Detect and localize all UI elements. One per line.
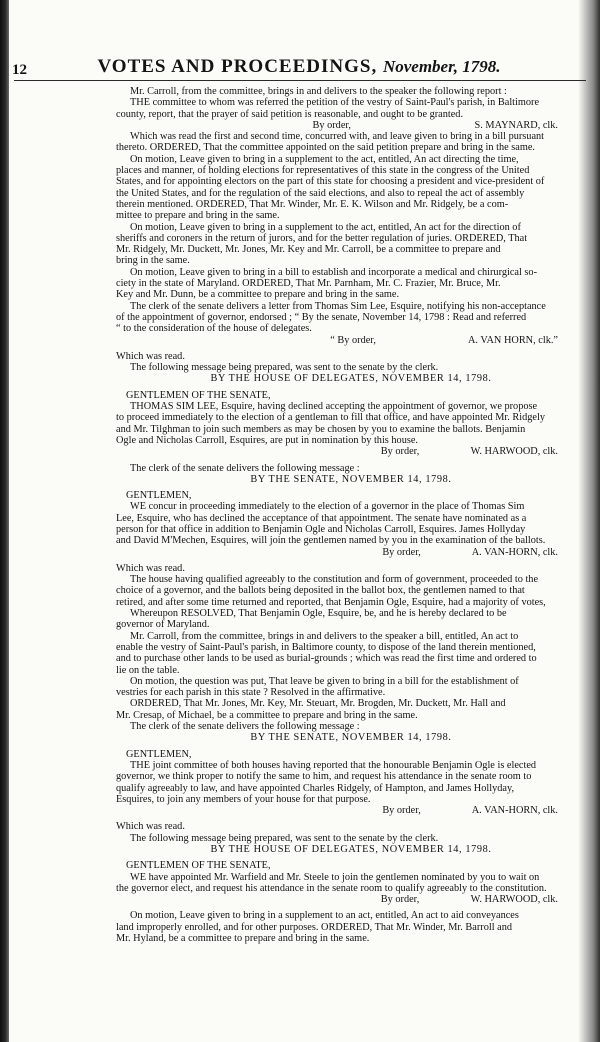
- text-line: sheriffs and coroners in the return of jurors, and for the better regulation of juries. ORDERED, That: [116, 232, 528, 244]
- text-line: the United States, and for the regulation of the said elections, and also to repeal the act of assembly: [116, 187, 525, 199]
- message-heading: BY THE HOUSE OF DELEGATES, NOVEMBER 14, 1798.: [210, 844, 492, 855]
- signature-line: By order, A. VAN-HORN, clk.: [382, 805, 558, 817]
- signature-line: By order, A. VAN-HORN, clk.: [382, 546, 558, 558]
- text-line: On motion, Leave given to bring in a supplement to an act, entitled, An act to aid conveyances: [130, 910, 519, 922]
- header-rule: [14, 80, 586, 81]
- text-line: THOMAS SIM LEE, Esquire, having declined accepting the appointment of governor, we propose: [130, 401, 538, 413]
- text-line: Esquires, to join any members of your house for that purpose.: [116, 793, 371, 805]
- text-line: retired, and after some time returned and reported, that Benjamin Ogle, Esquire, had a majority of votes,: [116, 596, 546, 608]
- text-line: THE committee to whom was referred the petition of the vestry of Saint-Paul's parish, in Baltimore: [130, 97, 540, 109]
- text-line: thereto. ORDERED, That the committee appointed on the said petition prepare and bring in the same.: [116, 142, 536, 154]
- text-line: therein mentioned. ORDERED, That Mr. Winder, Mr. E. K. Wilson and Mr. Ridgely, be a com-: [116, 198, 509, 210]
- text-line: vestries for each parish in this state ? Resolved in the affirmative.: [116, 687, 386, 699]
- text-line: places and manner, of holding elections for representatives of this state in the congress of the United: [116, 165, 530, 177]
- text-line: The following message being prepared, was sent to the senate by the clerk.: [130, 832, 439, 844]
- text-line: mittee to prepare and bring in the same.: [116, 210, 280, 222]
- text-line: choice of a governor, and the ballots being deposited in the ballot box, the gentlemen named to that: [116, 585, 525, 597]
- text-line: Mr. Carroll, from the committee, brings in and delivers to the speaker the following report :: [130, 86, 507, 97]
- text-line: The house having qualified agreeably to the constitution and form of government, proceeded to the: [130, 574, 539, 586]
- text-line: Mr. Carroll, from the committee, brings in and delivers to the speaker a bill, entitled, An act to: [130, 630, 519, 642]
- text-line: WE concur in proceeding immediately to the election of a governor in the place of Thomas Sim: [130, 501, 525, 513]
- text-line: governor, we think proper to notify the same to him, and request his attendance in the senate room to: [116, 771, 532, 783]
- signature-line: By order, W. HARWOOD, clk.: [380, 894, 558, 906]
- message-heading: BY THE SENATE, NOVEMBER 14, 1798.: [250, 473, 452, 485]
- text-line: governor of Maryland.: [116, 619, 210, 631]
- text-line: On motion, Leave given to bring in a supplement to the act, entitled, An act for the direction of: [130, 221, 521, 233]
- text-line: States, and for appointing electors on the part of this state for choosing a president and vice-president of: [116, 176, 545, 188]
- scan-binding-edge: [0, 0, 9, 1042]
- page-header: [12, 56, 586, 80]
- text-line: WE have appointed Mr. Warfield and Mr. Steele to join the gentlemen nominated by you to wait on: [130, 871, 540, 883]
- text-line: Which was read.: [116, 821, 185, 833]
- text-line: qualify agreeably to law, and have appointed Charles Ridgely, of Hampton, and James Hollyday,: [116, 782, 515, 794]
- text-line: THE joint committee of both houses having reported that the honourable Benjamin Ogle is elected: [130, 759, 537, 771]
- text-line: person for that office in addition to Benjamin Ogle and Nicholas Carroll, Esquires. James Hollyday: [116, 523, 526, 535]
- text-line: county, report, that the prayer of said petition is reasonable, and ought to be granted.: [116, 108, 464, 120]
- salutation: GENTLEMEN,: [126, 748, 192, 760]
- message-heading: BY THE SENATE, NOVEMBER 14, 1798.: [250, 732, 452, 744]
- text-line: and Mr. Tilghman to join such members as may be chosen by you to examine the ballots. Benjamin: [116, 423, 526, 435]
- salutation: GENTLEMEN OF THE SENATE,: [126, 860, 271, 872]
- text-line: enable the vestry of Saint-Paul's parish, in Baltimore county, to dispose of the land therein mentioned,: [116, 641, 536, 653]
- salutation: GENTLEMEN OF THE SENATE,: [126, 389, 271, 401]
- text-line: Ogle and Nicholas Carroll, Esquires, are put in nomination by this house.: [116, 434, 418, 446]
- message-heading: BY THE HOUSE OF DELEGATES, NOVEMBER 14, 1798.: [210, 373, 492, 385]
- text-line: Mr. Hyland, be a committee to prepare and bring in the same.: [116, 933, 370, 945]
- text-line: lie on the table.: [116, 664, 180, 676]
- text-line: On motion, Leave given to bring in a supplement to the act, entitled, An act directing the time,: [130, 153, 519, 165]
- text-line: The clerk of the senate delivers the following message :: [130, 462, 360, 474]
- text-line: of the appointment of governor, endorsed ; “ By the senate, November 14, 1798 : Read and referred: [116, 311, 527, 323]
- text-line: and David M'Mechen, Esquires, will join the gentlemen named by you in the examination of the ballots.: [116, 535, 546, 547]
- text-line: On motion, the question was put, That leave be given to bring in a bill for the establishment of: [130, 675, 519, 687]
- text-line: ORDERED, That Mr. Jones, Mr. Key, Mr. Steuart, Mr. Brogden, Mr. Duckett, Mr. Hall and: [130, 698, 506, 710]
- text-line: Mr. Cresap, of Michael, be a committee to prepare and bring in the same.: [116, 709, 418, 721]
- signature-line: “ By order, A. VAN HORN, clk.”: [330, 334, 558, 346]
- salutation: GENTLEMEN,: [126, 490, 192, 502]
- text-line: Which was read.: [116, 562, 185, 574]
- text-line: “ to the consideration of the house of delegates.: [116, 323, 312, 335]
- text-line: Key and Mr. Dunn, be a committee to prepare and bring in the same.: [116, 289, 400, 301]
- text-line: and to purchase other lands to be used as burial-grounds ; which was read the first time and ordered to: [116, 653, 537, 665]
- running-head-title: VOTES AND PROCEEDINGS,: [97, 56, 378, 77]
- text-line: ciety in the state of Maryland. ORDERED, That Mr. Parnham, Mr. C. Frazier, Mr. Bruce, Mr.: [116, 278, 501, 290]
- text-line: Lee, Esquire, who has declined the acceptance of that appointment. The senate have nominated as a: [116, 512, 527, 524]
- text-line: bring in the same.: [116, 255, 190, 267]
- running-head: [12, 56, 586, 78]
- running-head-date: November, 1798.: [382, 57, 501, 76]
- text-line: The following message being prepared, was sent to the senate by the clerk.: [130, 362, 439, 374]
- text-line: Mr. Ridgely, Mr. Duckett, Mr. Jones, Mr. Key and Mr. Carroll, be a committee to prepare and: [116, 244, 501, 256]
- body-text: [116, 86, 586, 944]
- text-line: The clerk of the senate delivers a letter from Thomas Sim Lee, Esquire, notifying his non-acceptance: [130, 300, 546, 312]
- text-line: land improperly enrolled, and for other purposes. ORDERED, That Mr. Winder, Mr. Barroll and: [116, 921, 513, 933]
- signature-line: By order, S. MAYNARD, clk.: [312, 119, 558, 131]
- text-line: On motion, Leave given to bring in a bill to establish and incorporate a medical and chirurgical so-: [130, 266, 537, 278]
- text-line: to proceed immediately to the election of a gentleman to fill that office, and have appointed Mr. Ridgely: [116, 412, 545, 424]
- page-number: 12: [12, 62, 27, 78]
- text-line: Whereupon RESOLVED, That Benjamin Ogle, Esquire, be, and he is hereby declared to be: [130, 608, 507, 620]
- text-line: Which was read.: [116, 350, 185, 362]
- text-line: Which was read the first and second time, concurred with, and leave given to bring in a bill pursuant: [130, 131, 545, 143]
- text-line: The clerk of the senate delivers the following message :: [130, 721, 360, 733]
- signature-line: By order, W. HARWOOD, clk.: [380, 446, 558, 458]
- text-line: the governor elect, and request his attendance in the senate room to qualify agreeably to the constitution.: [116, 882, 547, 894]
